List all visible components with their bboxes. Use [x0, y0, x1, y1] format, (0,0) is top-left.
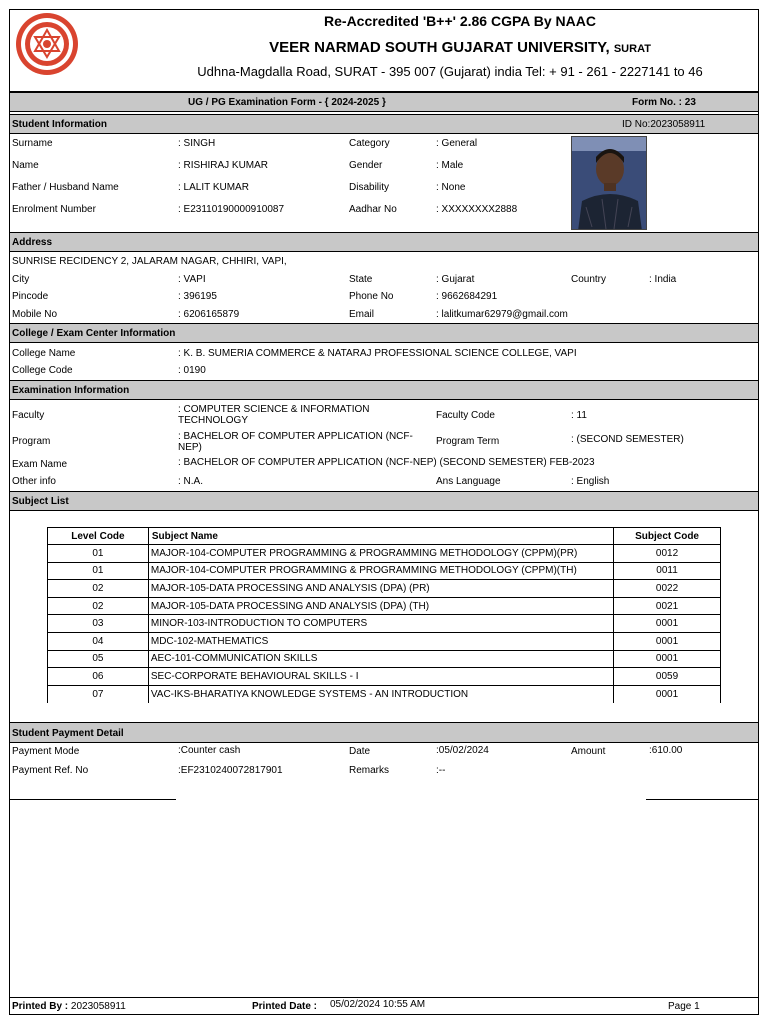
address-line: SUNRISE RECIDENCY 2, JALARAM NAGAR, CHHIRI, VAPI, — [12, 256, 287, 267]
payment-date-value: :05/02/2024 — [436, 745, 489, 756]
signature-line-right — [646, 799, 758, 800]
page-number: Page 1 — [668, 1001, 700, 1012]
payment-mode-value: :Counter cash — [178, 745, 241, 756]
college-header: College / Exam Center Information — [10, 323, 758, 343]
category-value: : General — [436, 138, 478, 149]
country-value: : India — [649, 274, 677, 285]
faculty-code-value: : 11 — [571, 410, 587, 421]
university-header — [10, 10, 758, 92]
subject-list-header: Subject List — [10, 491, 758, 511]
university-address: Udhna-Magdalla Road, SURAT - 395 007 (Gujarat) india Tel: + 91 - 261 - 2227141 to 46 — [197, 64, 703, 79]
phone-value: : 9662684291 — [436, 291, 498, 302]
table-row: 01 MAJOR-104-COMPUTER PROGRAMMING & PROGRAMMING METHODOLOGY (CPPM)(TH) 0011 — [48, 562, 721, 580]
form-title-bar — [10, 92, 758, 112]
table-row: 07 VAC-IKS-BHARATIYA KNOWLEDGE SYSTEMS - AN INTRODUCTION 0001 — [48, 685, 721, 703]
table-row: 04 MDC-102-MATHEMATICS 0001 — [48, 632, 721, 650]
subject-table-header — [48, 528, 721, 545]
mobile-value: : 6206165879 — [178, 309, 240, 320]
table-row: 02 MAJOR-105-DATA PROCESSING AND ANALYSIS (DPA) (PR) 0022 — [48, 580, 721, 598]
printed-date-value: 05/02/2024 10:55 AM — [330, 999, 426, 1010]
city-value: : VAPI — [178, 274, 206, 285]
address-header: Address — [10, 232, 758, 252]
table-row: 02 MAJOR-105-DATA PROCESSING AND ANALYSIS (DPA) (TH) 0021 — [48, 597, 721, 615]
exam-form-page: Re-Accredited 'B++' 2.86 CGPA By NAAC VEER NARMAD SOUTH GUJARAT UNIVERSITY, SURAT Udhna-Magdalla Road, SURAT - 395 007 (Gujarat) india Tel: + 91 - 261 - 2227141 to 46 UG / PG Examination Form - { 2024-2025 } Form No. : 23 Student Information ID No:2023058911 Surname : SINGH Category : General Name : RISHIRAJ KUMAR Gender : Male Father / Husband Name : LALIT KUMAR Disability : None Enrolment Number : E23110190000910087 Aadhar No : XXXXXXXX2888 Address SUNRISE RECIDENCY 2, JALARAM NAGAR, CHHIRI, VAPI, City : VAPI State : Gujarat Country : India Pincode : 396195 Phone No : 9662684291 Mobile No : 6206165879 Email : lalitkumar62979@gmail.com College / Exam Center Information College Name : K. B. SUMERIA COMMERCE & NATARAJ PROFESSIONAL SCIENCE COLLEGE, VAPI College Code : 0190 Examination Information Faculty : COMPUTER SCIENCE & INFORMATION TECHNOLOGY Faculty Code : 11 Program : BACHELOR OF COMPUTER APPLICATION (NCF-NEP) Program Term : (SECOND SEMESTER) Exam Name : BACHELOR OF COMPUTER APPLICATION (NCF-NEP) (SECOND SEMESTER) FEB-2023 Other info : N.A. Ans Language : English Subject List Level Code Subject Name Subject Code 01 MAJOR-104-COMPUTER PROGRAMMING & PROGRAMMING METHODOLOGY (CPPM)(PR) 0012 01 MAJOR-104-COMPUTER PROGRAMMING & PROGRAMMING METHODOLOGY (CPPM)(TH) 0011 02 MAJOR-105-DATA PROCESSING AND ANALYSIS (DPA) (PR) 0022 02 MAJOR-105-DATA PROCESSING AND ANALYSIS (DPA) (TH) 0021 03 MINOR-103-INTRODUCTION TO COMPUTERS 0001 04 MDC-102-MATHEMATICS 0001 05 AEC-101-COMMUNICATION SKILLS 0001 06 SEC-CORPORATE BEHAVIOURAL SKILLS - I 0059 07 VAC-IKS-BHARATIYA KNOWLEDGE SYSTEMS - AN INTRODUCTION 0001 Student Payment Detail Payment Mode :Counter cash Date :05/02/2024 Amount :610.00 Payment Ref. No :EF2310240072817901 Remarks :-- Printed By : 2023058911 Printed Date : 05/02/2024 10:55 AM Page 1 — [9, 9, 759, 1015]
subject-table — [47, 527, 721, 703]
subject-code-header: Subject Code — [614, 528, 721, 545]
table-row: 05 AEC-101-COMMUNICATION SKILLS 0001 — [48, 650, 721, 668]
email-value: : lalitkumar62979@gmail.com — [436, 309, 568, 320]
payment-ref-value: :EF2310240072817901 — [178, 765, 283, 776]
payment-amount-value: :610.00 — [649, 745, 683, 756]
remarks-value: :-- — [436, 765, 446, 776]
printed-by: Printed By : 2023058911 — [12, 1001, 126, 1012]
table-row: 06 SEC-CORPORATE BEHAVIOURAL SKILLS - I 0059 — [48, 668, 721, 686]
gender-value: : Male — [436, 160, 464, 171]
student-photo — [571, 136, 647, 230]
faculty-value: : COMPUTER SCIENCE & INFORMATION TECHNOLOGY — [178, 404, 370, 426]
payment-header: Student Payment Detail — [10, 722, 758, 743]
university-name: VEER NARMAD SOUTH GUJARAT UNIVERSITY, SURAT — [269, 39, 651, 56]
college-name-value: : K. B. SUMERIA COMMERCE & NATARAJ PROFESSIONAL SCIENCE COLLEGE, VAPI — [178, 348, 577, 359]
table-row: 01 MAJOR-104-COMPUTER PROGRAMMING & PROGRAMMING METHODOLOGY (CPPM)(PR) 0012 — [48, 545, 721, 563]
table-row: 03 MINOR-103-INTRODUCTION TO COMPUTERS 0001 — [48, 615, 721, 633]
form-title: UG / PG Examination Form - { 2024-2025 } — [188, 97, 386, 108]
student-info-header: Student Information ID No:2023058911 — [10, 114, 758, 134]
footer-divider — [10, 997, 758, 998]
program-term-value: : (SECOND SEMESTER) — [571, 434, 684, 445]
university-logo — [13, 11, 81, 77]
aadhar-value: : XXXXXXXX2888 — [436, 204, 518, 215]
name-value: : RISHIRAJ KUMAR — [178, 160, 269, 171]
printed-date-label: Printed Date : — [252, 1001, 318, 1012]
college-code-value: : 0190 — [178, 365, 206, 376]
other-info-value: : N.A. — [178, 476, 204, 487]
disability-value: : None — [436, 182, 466, 193]
state-value: : Gujarat — [436, 274, 475, 285]
exam-name-value: : BACHELOR OF COMPUTER APPLICATION (NCF-NEP) (SECOND SEMESTER) FEB-2023 — [178, 457, 595, 468]
accreditation-line: Re-Accredited 'B++' 2.86 CGPA By NAAC — [324, 13, 596, 29]
father-value: : LALIT KUMAR — [178, 182, 249, 193]
subject-name-header: Subject Name — [148, 528, 613, 545]
form-number: Form No. : 23 — [632, 97, 696, 108]
program-value: : BACHELOR OF COMPUTER APPLICATION (NCF-NEP) — [178, 431, 413, 453]
surname-value: : SINGH — [178, 138, 216, 149]
ans-language-value: : English — [571, 476, 610, 487]
level-code-header: Level Code — [48, 528, 149, 545]
exam-info-header: Examination Information — [10, 380, 758, 400]
student-id: ID No:2023058911 — [622, 119, 706, 130]
signature-line-left — [10, 799, 176, 800]
enrolment-value: : E23110190000910087 — [178, 204, 285, 215]
pincode-value: : 396195 — [178, 291, 217, 302]
